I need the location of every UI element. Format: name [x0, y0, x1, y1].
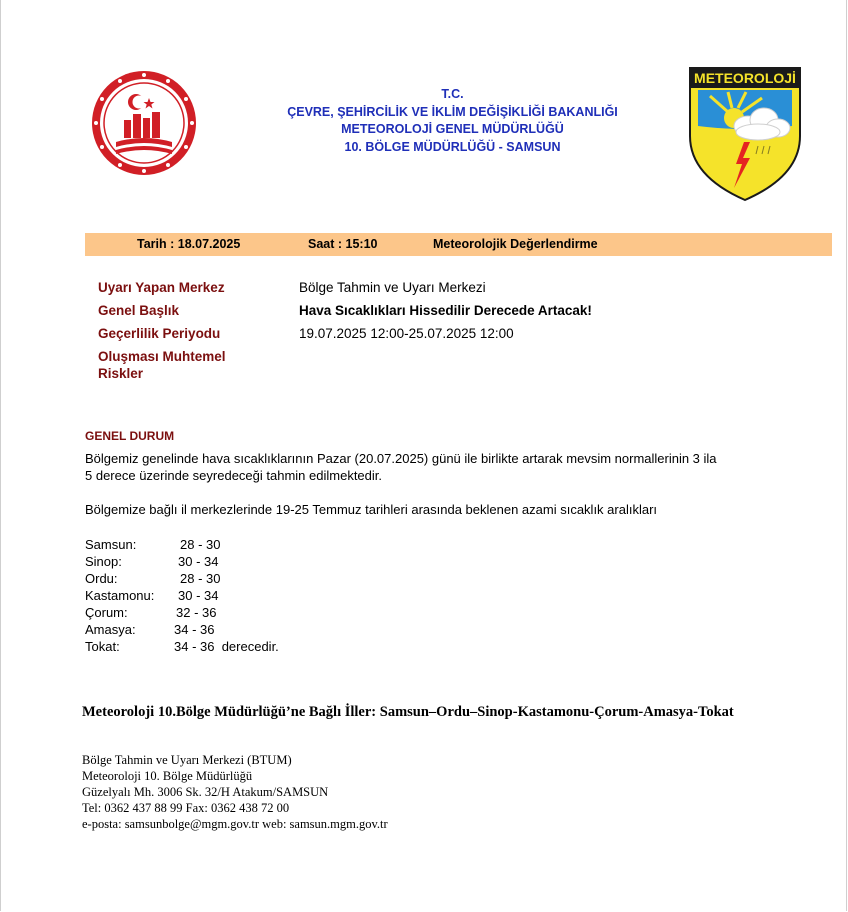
city-range: 32 - 36: [176, 605, 217, 620]
general-heading: GENEL DURUM: [85, 429, 175, 443]
risks-label-line1: Oluşması Muhtemel: [98, 349, 226, 364]
city-name: Tokat:: [85, 639, 120, 654]
address-line: Meteoroloji 10. Bölge Müdürlüğü: [82, 769, 253, 783]
center-value: Bölge Tahmin ve Uyarı Merkezi: [299, 280, 486, 295]
city-range: 34 - 36: [174, 622, 215, 637]
center-label: Uyarı Yapan Merkez: [98, 280, 225, 295]
city-range: 34 - 36 derecedir.: [174, 639, 279, 654]
time-text: Saat : 15:10: [308, 237, 378, 251]
report-type: Meteorolojik Değerlendirme: [433, 237, 598, 251]
title-label: Genel Başlık: [98, 303, 180, 318]
risks-label-line2: Riskler: [98, 366, 144, 381]
period-label: Geçerlilik Periyodu: [98, 326, 221, 341]
general-para2: Bölgemize bağlı il merkezlerinde 19-25 Temmuz tarihleri arasında beklenen azami sıcaklık aralıkları: [85, 502, 658, 517]
address-line: Bölge Tahmin ve Uyarı Merkezi (BTUM): [82, 753, 292, 767]
phone-fax-line: Tel: 0362 437 88 99 Fax: 0362 438 72 00: [82, 801, 290, 815]
header-tc: T.C.: [441, 87, 464, 101]
city-range: 30 - 34: [178, 588, 219, 603]
logo-text: METEOROLOJİ: [694, 70, 796, 86]
city-range: 28 - 30: [180, 571, 221, 586]
address-line: Güzelyalı Mh. 3006 Sk. 32/H Atakum/SAMSUN: [82, 785, 329, 799]
title-value: Hava Sıcaklıkları Hissedilir Derecede Artacak!: [299, 303, 592, 318]
general-para1-line1: Bölgemiz genelinde hava sıcaklıklarının Pazar (20.07.2025) günü ile birlikte artarak mevsim normallerinin 3 ila: [85, 451, 717, 466]
ministry-seal-logo: [86, 68, 202, 178]
footer-provinces-title: Meteoroloji 10.Bölge Müdürlüğü’ne Bağlı İller: Samsun–Ordu–Sinop-Kastamonu-Çorum-Amasya-Tokat: [82, 704, 734, 720]
city-range: 28 - 30: [180, 537, 221, 552]
date-bar: [85, 233, 832, 256]
city-name: Samsun:: [85, 537, 137, 552]
email-web-line: e-posta: samsunbolge@mgm.gov.tr web: samsun.mgm.gov.tr: [82, 817, 388, 831]
city-name: Çorum:: [85, 605, 128, 620]
city-name: Sinop:: [85, 554, 122, 569]
meteoroloji-logo: [688, 66, 802, 202]
city-name: Kastamonu:: [85, 588, 155, 603]
city-name: Ordu:: [85, 571, 118, 586]
general-para1-line2: 5 derece üzerinde seyredeceği tahmin edilmektedir.: [85, 468, 383, 483]
header-directorate: METEOROLOJİ GENEL MÜDÜRLÜĞÜ: [341, 122, 564, 136]
header-ministry: ÇEVRE, ŞEHİRCİLİK VE İKLİM DEĞİŞİKLİĞİ BAKANLIĞI: [287, 104, 618, 119]
city-range: 30 - 34: [178, 554, 219, 569]
city-name: Amasya:: [85, 622, 136, 637]
date-text: Tarih : 18.07.2025: [137, 237, 241, 251]
header-block: [205, 86, 700, 156]
header-regional: 10. BÖLGE MÜDÜRLÜĞÜ - SAMSUN: [344, 139, 561, 154]
period-value: 19.07.2025 12:00-25.07.2025 12:00: [299, 326, 514, 341]
